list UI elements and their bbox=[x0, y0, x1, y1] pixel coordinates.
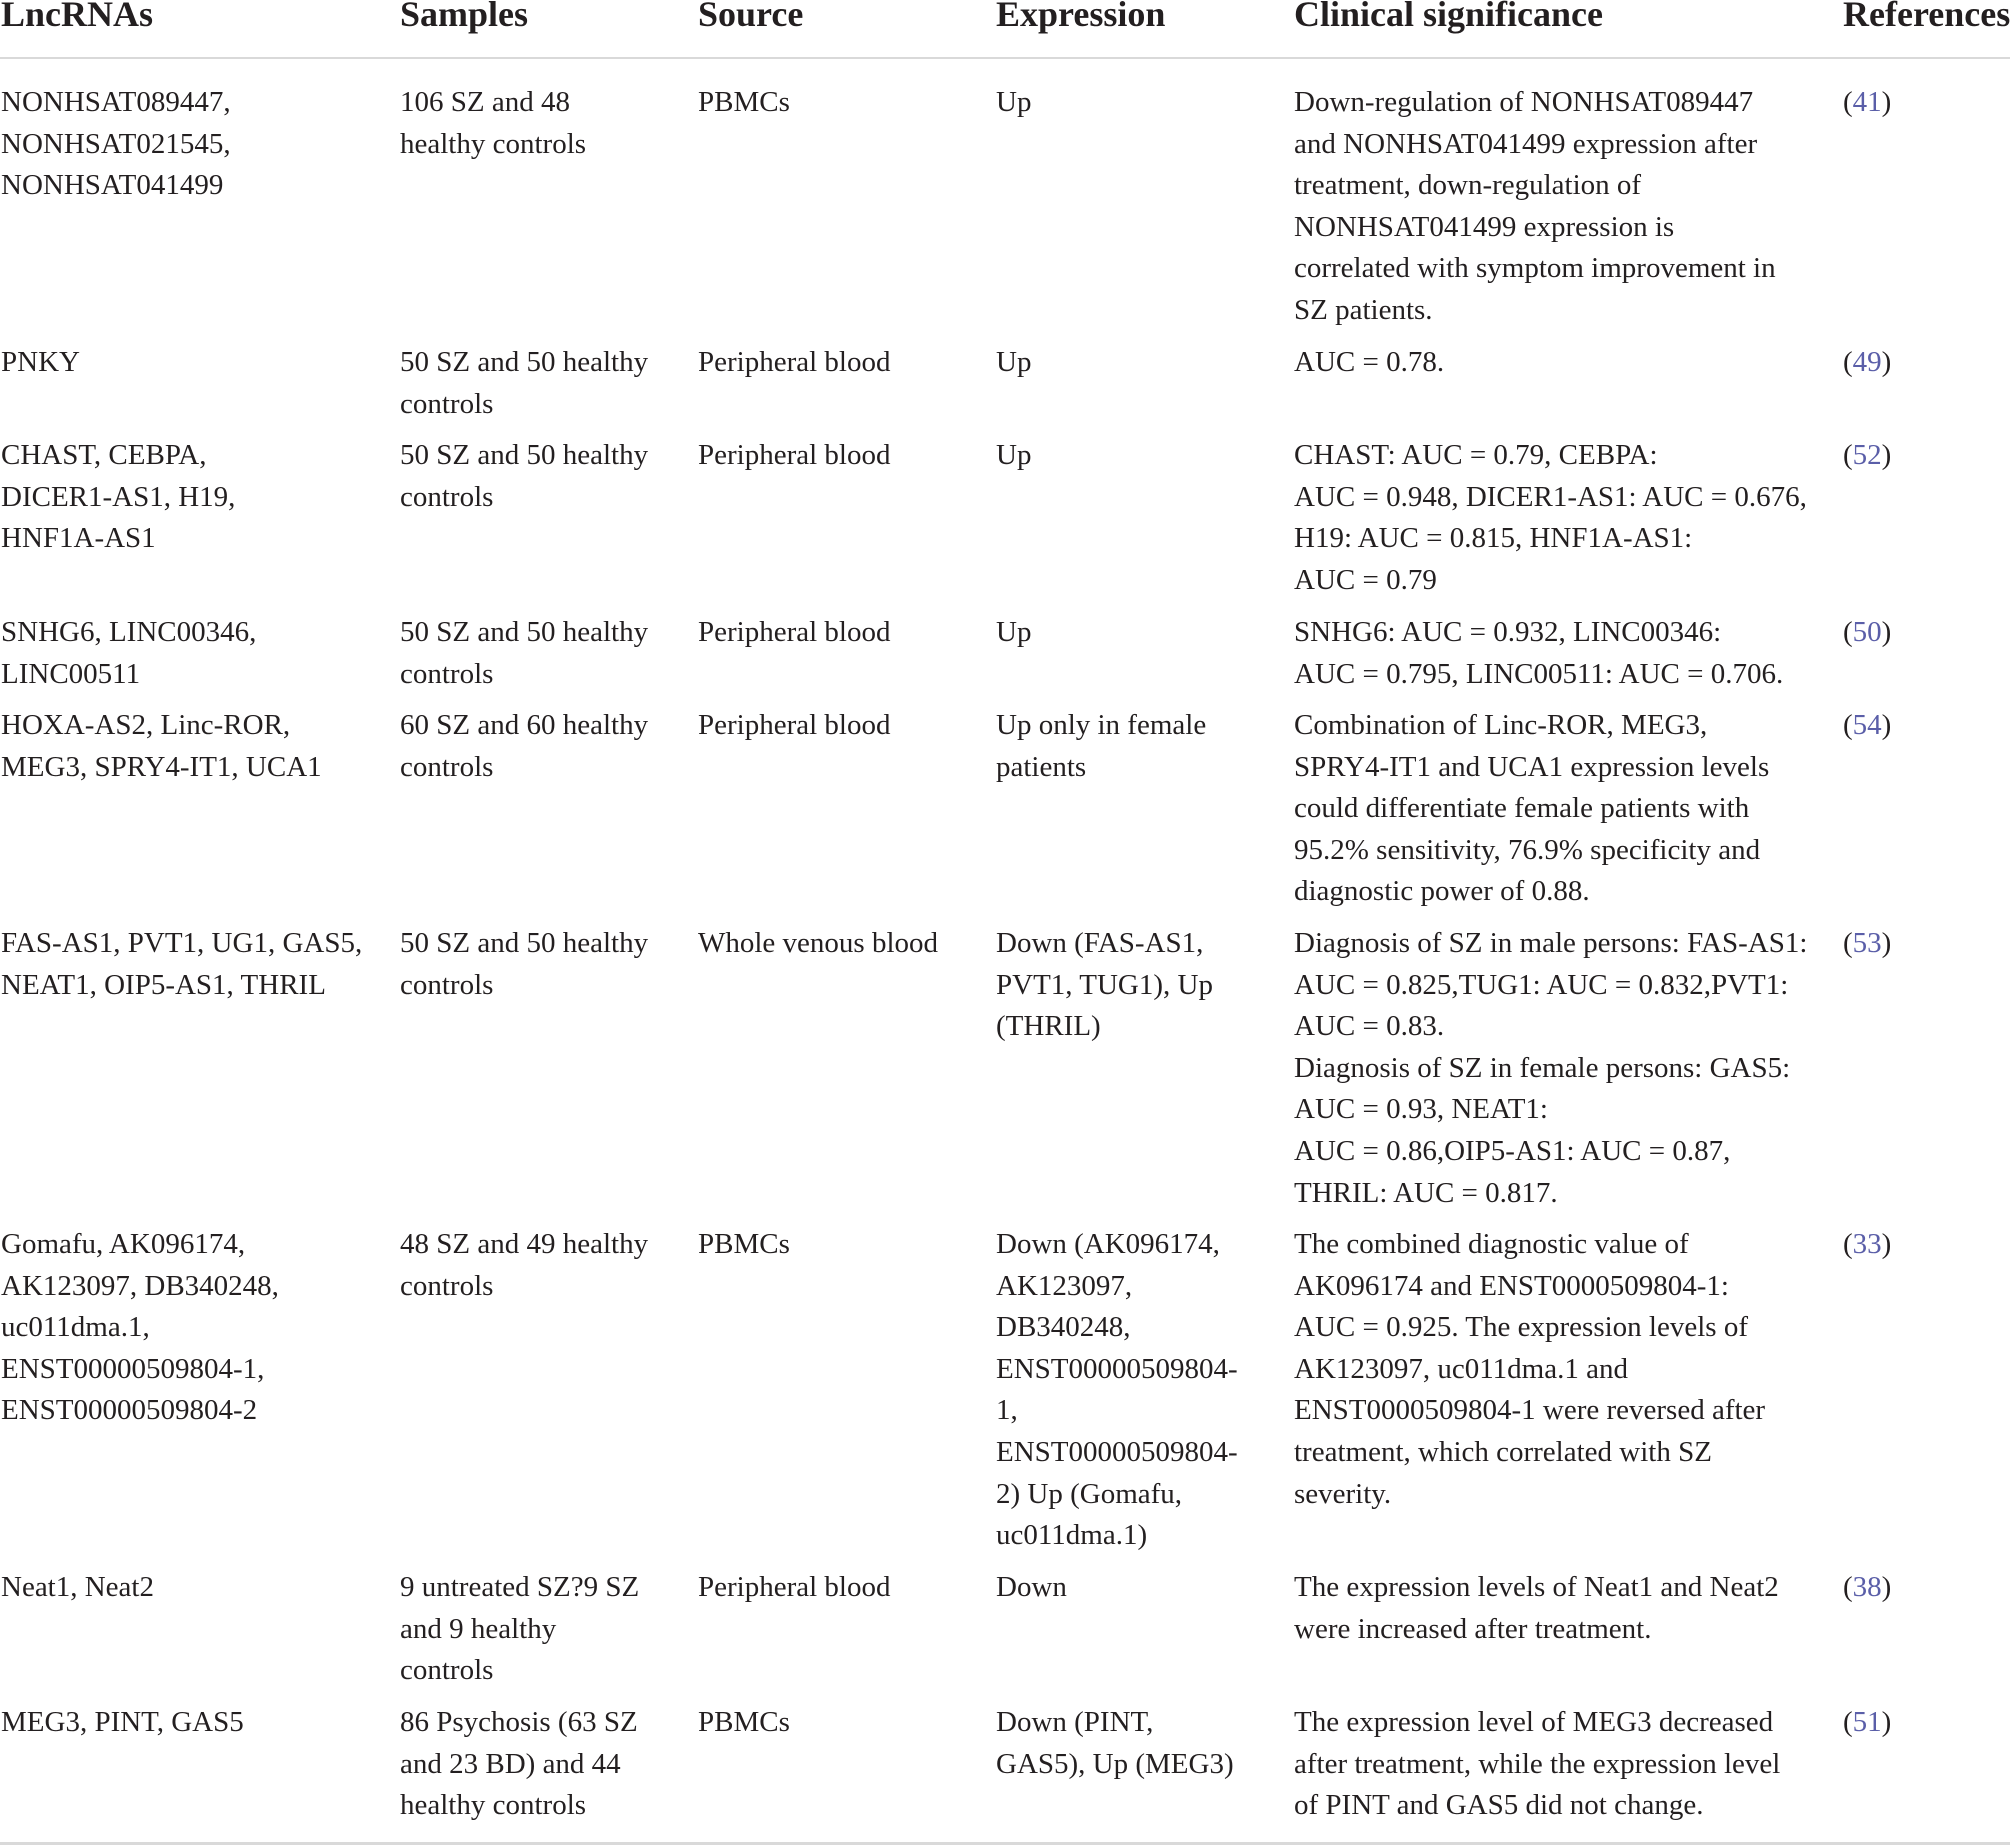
cell-lncrnas: PNKY bbox=[1, 346, 80, 378]
cell-source: PBMCs bbox=[698, 86, 790, 118]
cell-samples: 48 SZ and 49 healthy controls bbox=[400, 1228, 649, 1302]
cell-lncrnas: FAS-AS1, PVT1, UG1, GAS5, NEAT1, OIP5-AS1, THRIL bbox=[1, 927, 363, 1001]
cell-reference: (52) bbox=[1843, 439, 1892, 471]
reference-link[interactable]: 33 bbox=[1852, 1228, 1882, 1260]
cell-clinical-significance: Down-regulation of NONHSAT089447 and NONHSAT041499 expression after treatment, down-regulation of NONHSAT041499 expression is correlated with symptom improvement in SZ patients. bbox=[1294, 86, 1776, 326]
cell-samples: 9 untreated SZ?9 SZ and 9 healthy controls bbox=[400, 1571, 640, 1687]
cell-samples: 50 SZ and 50 healthy controls bbox=[400, 927, 649, 1001]
cell-source: Peripheral blood bbox=[698, 709, 891, 741]
cell-lncrnas: NONHSAT089447, NONHSAT021545, NONHSAT041499 bbox=[1, 86, 231, 202]
header-clinical-significance: Clinical significance bbox=[1294, 0, 1603, 34]
header-lncrnas: LncRNAs bbox=[1, 0, 154, 34]
cell-expression: Up bbox=[996, 616, 1032, 648]
cell-samples: 86 Psychosis (63 SZ and 23 BD) and 44 healthy controls bbox=[400, 1706, 638, 1822]
cell-expression: Down bbox=[996, 1571, 1067, 1603]
cell-reference: (33) bbox=[1843, 1228, 1892, 1260]
cell-lncrnas: MEG3, PINT, GAS5 bbox=[1, 1706, 244, 1738]
cell-clinical-significance: SNHG6: AUC = 0.932, LINC00346: AUC = 0.795, LINC00511: AUC = 0.706. bbox=[1294, 616, 1784, 690]
cell-lncrnas: HOXA-AS2, Linc-ROR, MEG3, SPRY4-IT1, UCA1 bbox=[1, 709, 322, 783]
reference-link[interactable]: 53 bbox=[1852, 927, 1882, 959]
reference-link[interactable]: 50 bbox=[1852, 616, 1882, 648]
cell-clinical-significance: The combined diagnostic value of AK096174 and ENST0000509804-1: AUC = 0.925. The expression levels of AK123097, uc011dma.1 and ENST0000509804-1 were reversed after treatment, which correlated with SZ severity. bbox=[1294, 1228, 1766, 1510]
cell-lncrnas: CHAST, CEBPA, DICER1-AS1, H19, HNF1A-AS1 bbox=[1, 439, 236, 555]
cell-source: Peripheral blood bbox=[698, 1571, 891, 1603]
cell-source: Peripheral blood bbox=[698, 616, 891, 648]
cell-expression: Up only in female patients bbox=[996, 709, 1207, 783]
reference-link[interactable]: 38 bbox=[1852, 1571, 1882, 1603]
cell-expression: Up bbox=[996, 346, 1032, 378]
reference-link[interactable]: 41 bbox=[1852, 86, 1882, 118]
cell-lncrnas: Gomafu, AK096174, AK123097, DB340248, uc011dma.1, ENST00000509804-1, ENST00000509804-2 bbox=[1, 1228, 279, 1427]
reference-link[interactable]: 54 bbox=[1852, 709, 1882, 741]
cell-source: PBMCs bbox=[698, 1706, 790, 1738]
table-header bbox=[0, 0, 2010, 59]
reference-link[interactable]: 49 bbox=[1852, 346, 1882, 378]
table-bottom-rule bbox=[0, 1842, 2010, 1845]
header-expression: Expression bbox=[996, 0, 1166, 34]
cell-source: Peripheral blood bbox=[698, 439, 891, 471]
header-samples: Samples bbox=[400, 0, 529, 34]
cell-samples: 106 SZ and 48 healthy controls bbox=[400, 86, 587, 160]
cell-reference: (53) bbox=[1843, 927, 1892, 959]
cell-samples: 50 SZ and 50 healthy controls bbox=[400, 439, 649, 513]
cell-source: Whole venous blood bbox=[698, 927, 939, 959]
header-source: Source bbox=[698, 0, 804, 34]
cell-reference: (41) bbox=[1843, 86, 1892, 118]
cell-reference: (49) bbox=[1843, 346, 1892, 378]
cell-expression: Down (PINT, GAS5), Up (MEG3) bbox=[996, 1706, 1234, 1780]
cell-reference: (51) bbox=[1843, 1706, 1892, 1738]
cell-expression: Down (FAS-AS1, PVT1, TUG1), Up (THRIL) bbox=[996, 927, 1213, 1043]
cell-lncrnas: SNHG6, LINC00346, LINC00511 bbox=[1, 616, 257, 690]
cell-samples: 50 SZ and 50 healthy controls bbox=[400, 346, 649, 420]
cell-samples: 50 SZ and 50 healthy controls bbox=[400, 616, 649, 690]
reference-link[interactable]: 52 bbox=[1852, 439, 1882, 471]
cell-clinical-significance: AUC = 0.78. bbox=[1294, 346, 1445, 378]
header-references: References bbox=[1843, 0, 2010, 34]
cell-clinical-significance: The expression level of MEG3 decreased after treatment, while the expression level of PINT and GAS5 did not change. bbox=[1294, 1706, 1781, 1822]
cell-reference: (38) bbox=[1843, 1571, 1892, 1603]
reference-link[interactable]: 51 bbox=[1852, 1706, 1882, 1738]
cell-expression: Up bbox=[996, 86, 1032, 118]
cell-reference: (50) bbox=[1843, 616, 1892, 648]
cell-clinical-significance: Combination of Linc-ROR, MEG3, SPRY4-IT1 and UCA1 expression levels could differentiate female patients with 95.2% sensitivity, 76.9% specificity and diagnostic power of 0.88. bbox=[1294, 709, 1770, 908]
cell-expression: Up bbox=[996, 439, 1032, 471]
cell-samples: 60 SZ and 60 healthy controls bbox=[400, 709, 649, 783]
cell-clinical-significance: CHAST: AUC = 0.79, CEBPA: AUC = 0.948, DICER1-AS1: AUC = 0.676, H19: AUC = 0.815, HNF1A-AS1: AUC = 0.79 bbox=[1294, 439, 1807, 596]
cell-expression: Down (AK096174, AK123097, DB340248, ENST00000509804- 1, ENST00000509804- 2) Up (Gomafu, uc011dma.1) bbox=[996, 1228, 1238, 1552]
cell-clinical-significance: Diagnosis of SZ in male persons: FAS-AS1: AUC = 0.825,TUG1: AUC = 0.832,PVT1: AUC = 0.83. Diagnosis of SZ in female persons: GAS5: AUC = 0.93, NEAT1: AUC = 0.86,OIP5-AS1: AUC = 0.87, THRIL: AUC = 0.817. bbox=[1294, 927, 1808, 1209]
cell-source: Peripheral blood bbox=[698, 346, 891, 378]
cell-source: PBMCs bbox=[698, 1228, 790, 1260]
cell-clinical-significance: The expression levels of Neat1 and Neat2 were increased after treatment. bbox=[1294, 1571, 1779, 1645]
cell-lncrnas: Neat1, Neat2 bbox=[1, 1571, 154, 1603]
cell-reference: (54) bbox=[1843, 709, 1892, 741]
